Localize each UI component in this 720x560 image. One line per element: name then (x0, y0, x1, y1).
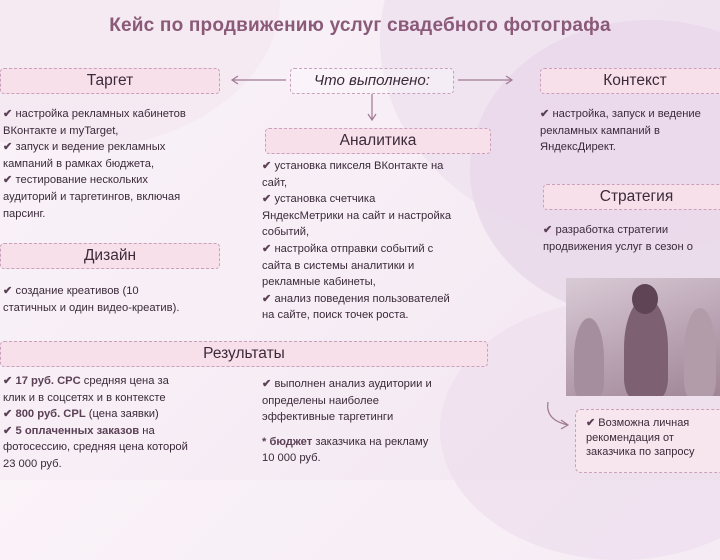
page-title: Кейс по продвижению услуг свадебного фотографа (109, 15, 611, 36)
section-strategy-heading: Стратегия (543, 184, 720, 210)
section-results-heading: Результаты (0, 341, 488, 367)
section-done-label: Что выполнено: (290, 68, 454, 94)
section-context-heading: Контекст (540, 68, 720, 94)
recommendation-note: ✔ Возможна личная рекомендация от заказчика по запросу (575, 409, 720, 473)
context-text: ✔ настройка, запуск и ведение рекламных кампаний в ЯндексДирект. (540, 108, 701, 154)
results-left-text: ✔ 17 руб. CPC средняя цена за клик и в соцсетях и в контексте ✔ 800 руб. CPL (цена заявки) ✔ 5 оплаченных заказов на фотосессию, средняя цена которой 23 000 руб. (3, 375, 188, 470)
wedding-photo (566, 278, 720, 396)
target-text: ✔ настройка рекламных кабинетов ВКонтакте и myTarget, ✔ запуск и ведение рекламных кампаний в рамках бюджета, ✔ тестирование нескольких аудиторий и таргетингов, включая парсинг. (3, 108, 186, 220)
design-text: ✔ создание креативов (10 статичных и один видео-креатив). (3, 285, 180, 314)
section-design-heading: Дизайн (0, 243, 220, 269)
strategy-text: ✔ разработка стратегии продвижения услуг в сезон о (543, 224, 694, 253)
analytics-text: ✔ установка пикселя ВКонтакте на сайт, ✔ установка счетчика ЯндексМетрики на сайт и настройка событий, ✔ настройка отправки событий с сайта в системы аналитики и рекламные кабинеты, ✔ анализ поведения пользователей на сайте, поиск точек роста. (262, 160, 452, 322)
section-target-heading: Таргет (0, 68, 220, 94)
results-right-text: ✔ выполнен анализ аудитории и определены наиболее эффективные таргетинги * бюджет заказчика на рекламу 10 000 руб. (262, 378, 432, 465)
section-analytics-heading: Аналитика (265, 128, 491, 154)
